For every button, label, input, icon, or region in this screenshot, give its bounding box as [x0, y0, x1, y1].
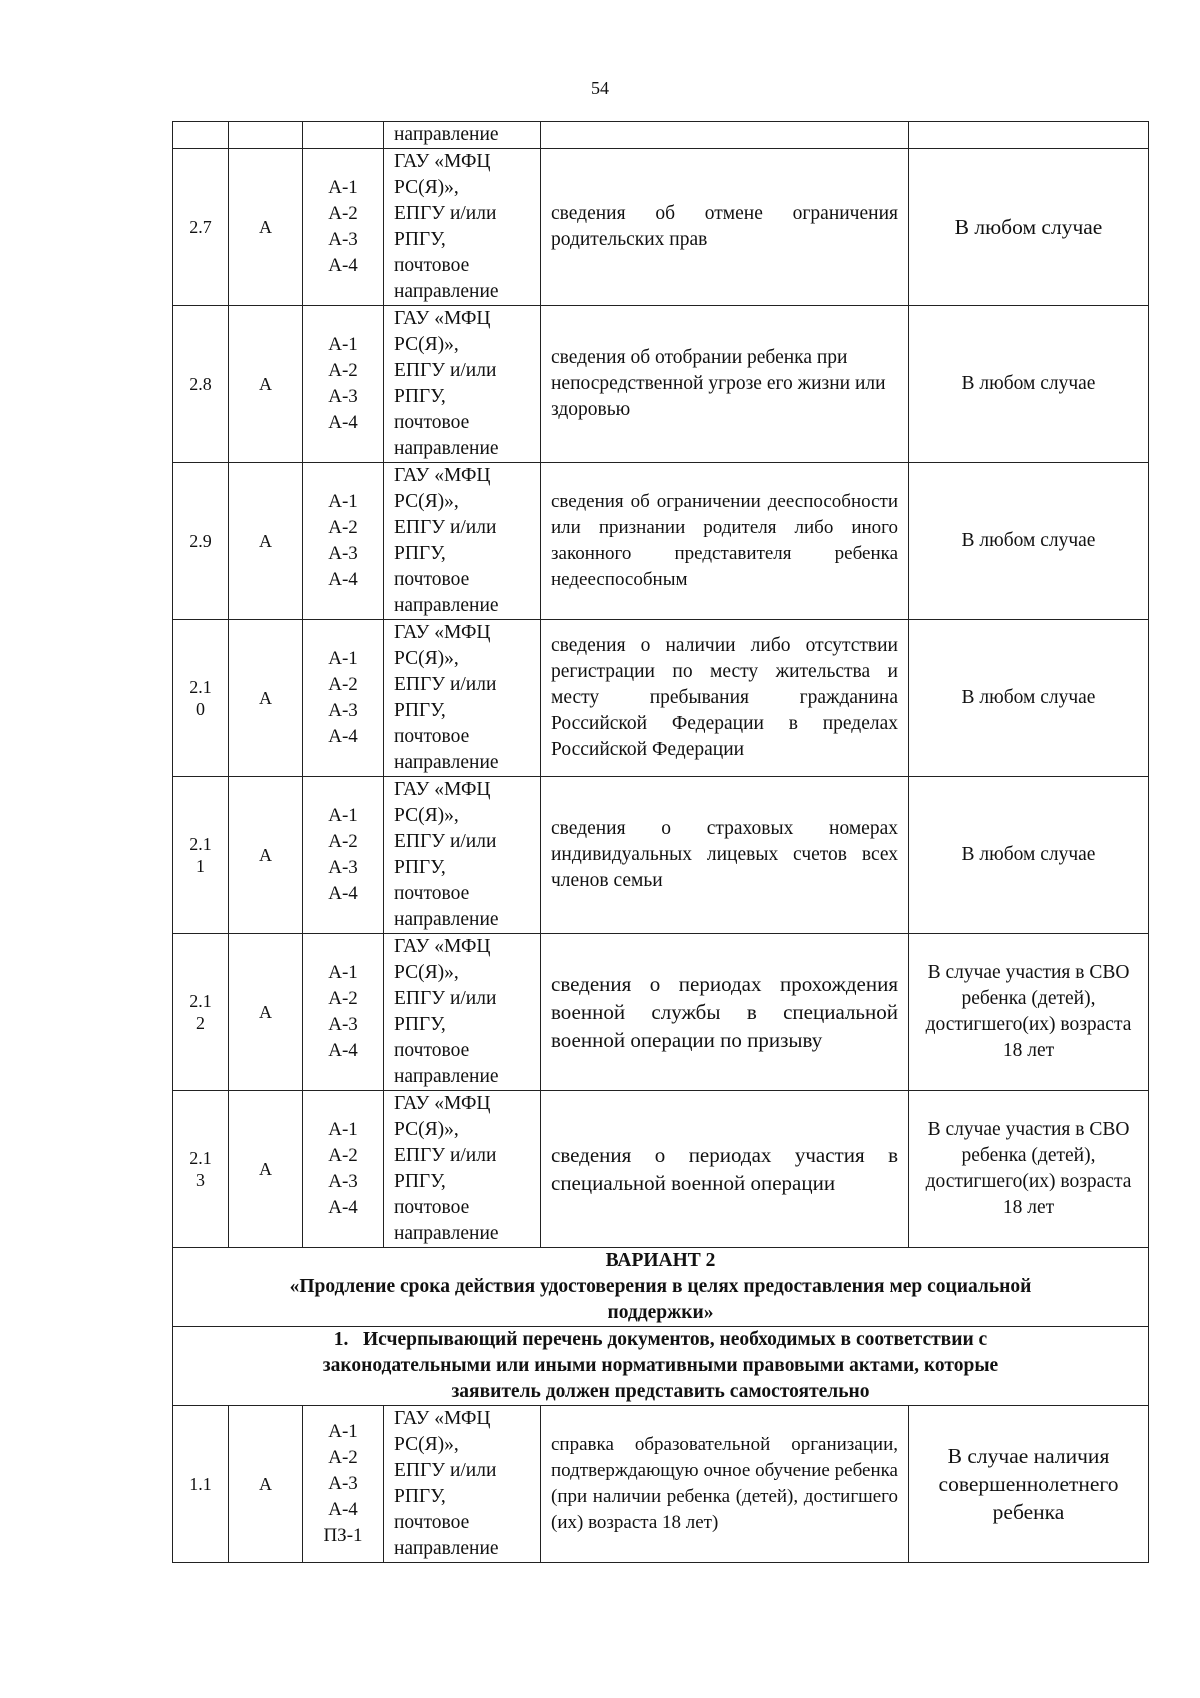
condition-cell — [909, 122, 1149, 149]
variant-title: ВАРИАНТ 2 — [605, 1250, 716, 1271]
num-cell: 2.1 0 — [173, 620, 229, 777]
condition-cell: В любом случае — [909, 306, 1149, 463]
channels-cell: ГАУ «МФЦ РС(Я)», ЕПГУ и/или РПГУ, почтовое направление — [384, 620, 541, 777]
variant-header — [173, 1248, 1149, 1327]
applicants-cell: А-1 А-2 А-3 А-4 — [303, 463, 384, 620]
channels-cell: направление — [384, 122, 541, 149]
category-cell: А — [229, 1406, 303, 1563]
channels-cell: ГАУ «МФЦ РС(Я)», ЕПГУ и/или РПГУ, почтовое направление — [384, 306, 541, 463]
num-cell: 2.7 — [173, 149, 229, 306]
channels-cell: ГАУ «МФЦ РС(Я)», ЕПГУ и/или РПГУ, почтовое направление — [384, 463, 541, 620]
num-cell: 2.1 2 — [173, 934, 229, 1091]
channels-cell: ГАУ «МФЦ РС(Я)», ЕПГУ и/или РПГУ, почтовое направление — [384, 149, 541, 306]
category-cell — [229, 122, 303, 149]
category-cell: А — [229, 463, 303, 620]
channels-cell: ГАУ «МФЦ РС(Я)», ЕПГУ и/или РПГУ, почтовое направление — [384, 1091, 541, 1248]
num-cell: 2.9 — [173, 463, 229, 620]
category-cell: А — [229, 306, 303, 463]
document-cell — [541, 122, 909, 149]
channels-cell: ГАУ «МФЦ РС(Я)», ЕПГУ и/или РПГУ, почтовое направление — [384, 934, 541, 1091]
applicants-cell: А-1 А-2 А-3 А-4 — [303, 620, 384, 777]
condition-cell: В случае участия в СВО ребенка (детей), достигшего(их) возраста 18 лет — [909, 1091, 1149, 1248]
table-row — [173, 1406, 1149, 1563]
category-cell: А — [229, 934, 303, 1091]
condition-cell: В случае наличия совершеннолетнего ребенка — [909, 1406, 1149, 1563]
condition-cell: В любом случае — [909, 777, 1149, 934]
variant-subtitle-line: «Продление срока действия удостоверения в целях предоставления мер социальной — [289, 1276, 1032, 1297]
documents-table — [172, 121, 1149, 1563]
document-cell: сведения о страховых номерах индивидуальных лицевых счетов всех членов семьи — [541, 777, 909, 934]
applicants-cell: А-1 А-2 А-3 А-4 — [303, 149, 384, 306]
table-row — [173, 620, 1149, 777]
category-cell: А — [229, 777, 303, 934]
applicants-cell: А-1 А-2 А-3 А-4 — [303, 777, 384, 934]
document-cell: сведения о периодах прохождения военной службы в специальной военной операции по призыву — [541, 934, 909, 1091]
table-row — [173, 463, 1149, 620]
num-cell: 2.1 1 — [173, 777, 229, 934]
table-row — [173, 306, 1149, 463]
table-row — [173, 149, 1149, 306]
applicants-cell: А-1 А-2 А-3 А-4 — [303, 306, 384, 463]
table-row-continuation — [173, 122, 1149, 149]
condition-cell: В случае участия в СВО ребенка (детей), достигшего(их) возраста 18 лет — [909, 934, 1149, 1091]
num-cell — [173, 122, 229, 149]
applicants-cell: А-1 А-2 А-3 А-4 — [303, 1091, 384, 1248]
section-line: законодательными или иными нормативными правовыми актами, которые — [322, 1355, 999, 1376]
table-row — [173, 777, 1149, 934]
channels-cell: ГАУ «МФЦ РС(Я)», ЕПГУ и/или РПГУ, почтовое направление — [384, 1406, 541, 1563]
category-cell: А — [229, 620, 303, 777]
applicants-cell — [303, 122, 384, 149]
document-cell: сведения об ограничении дееспособности или признании родителя либо иного законного представителя ребенка недееспособным — [541, 463, 909, 620]
applicants-cell: А-1 А-2 А-3 А-4 — [303, 934, 384, 1091]
section-header-row — [173, 1327, 1149, 1406]
condition-cell: В любом случае — [909, 620, 1149, 777]
applicants-cell: А-1 А-2 А-3 А-4 ПЗ-1 — [303, 1406, 384, 1563]
variant-header-row — [173, 1248, 1149, 1327]
document-cell: сведения об отобрании ребенка при непосредственной угрозе его жизни или здоровью — [541, 306, 909, 463]
num-cell: 2.1 3 — [173, 1091, 229, 1248]
table-row — [173, 934, 1149, 1091]
document-cell: сведения об отмене ограничения родительских прав — [541, 149, 909, 306]
category-cell: А — [229, 1091, 303, 1248]
num-cell: 2.8 — [173, 306, 229, 463]
condition-cell: В любом случае — [909, 149, 1149, 306]
table-row — [173, 1091, 1149, 1248]
document-cell: сведения о наличии либо отсутствии регистрации по месту жительства и месту пребывания гражданина Российской Федерации в пределах Российской Федерации — [541, 620, 909, 777]
num-cell: 1.1 — [173, 1406, 229, 1563]
document-cell: сведения о периодах участия в специальной военной операции — [541, 1091, 909, 1248]
section-line: заявитель должен представить самостоятельно — [451, 1381, 870, 1402]
channels-cell: ГАУ «МФЦ РС(Я)», ЕПГУ и/или РПГУ, почтовое направление — [384, 777, 541, 934]
section-line: 1. Исчерпывающий перечень документов, необходимых в соответствии с — [333, 1329, 988, 1350]
category-cell: А — [229, 149, 303, 306]
page-number: 54 — [591, 78, 609, 98]
section-header — [173, 1327, 1149, 1406]
condition-cell: В любом случае — [909, 463, 1149, 620]
document-cell: справка образовательной организации, подтверждающую очное обучение ребенка (при наличии ребенка (детей), достигшего (их) возраста 18 лет) — [541, 1406, 909, 1563]
variant-subtitle-line: поддержки» — [607, 1302, 714, 1323]
